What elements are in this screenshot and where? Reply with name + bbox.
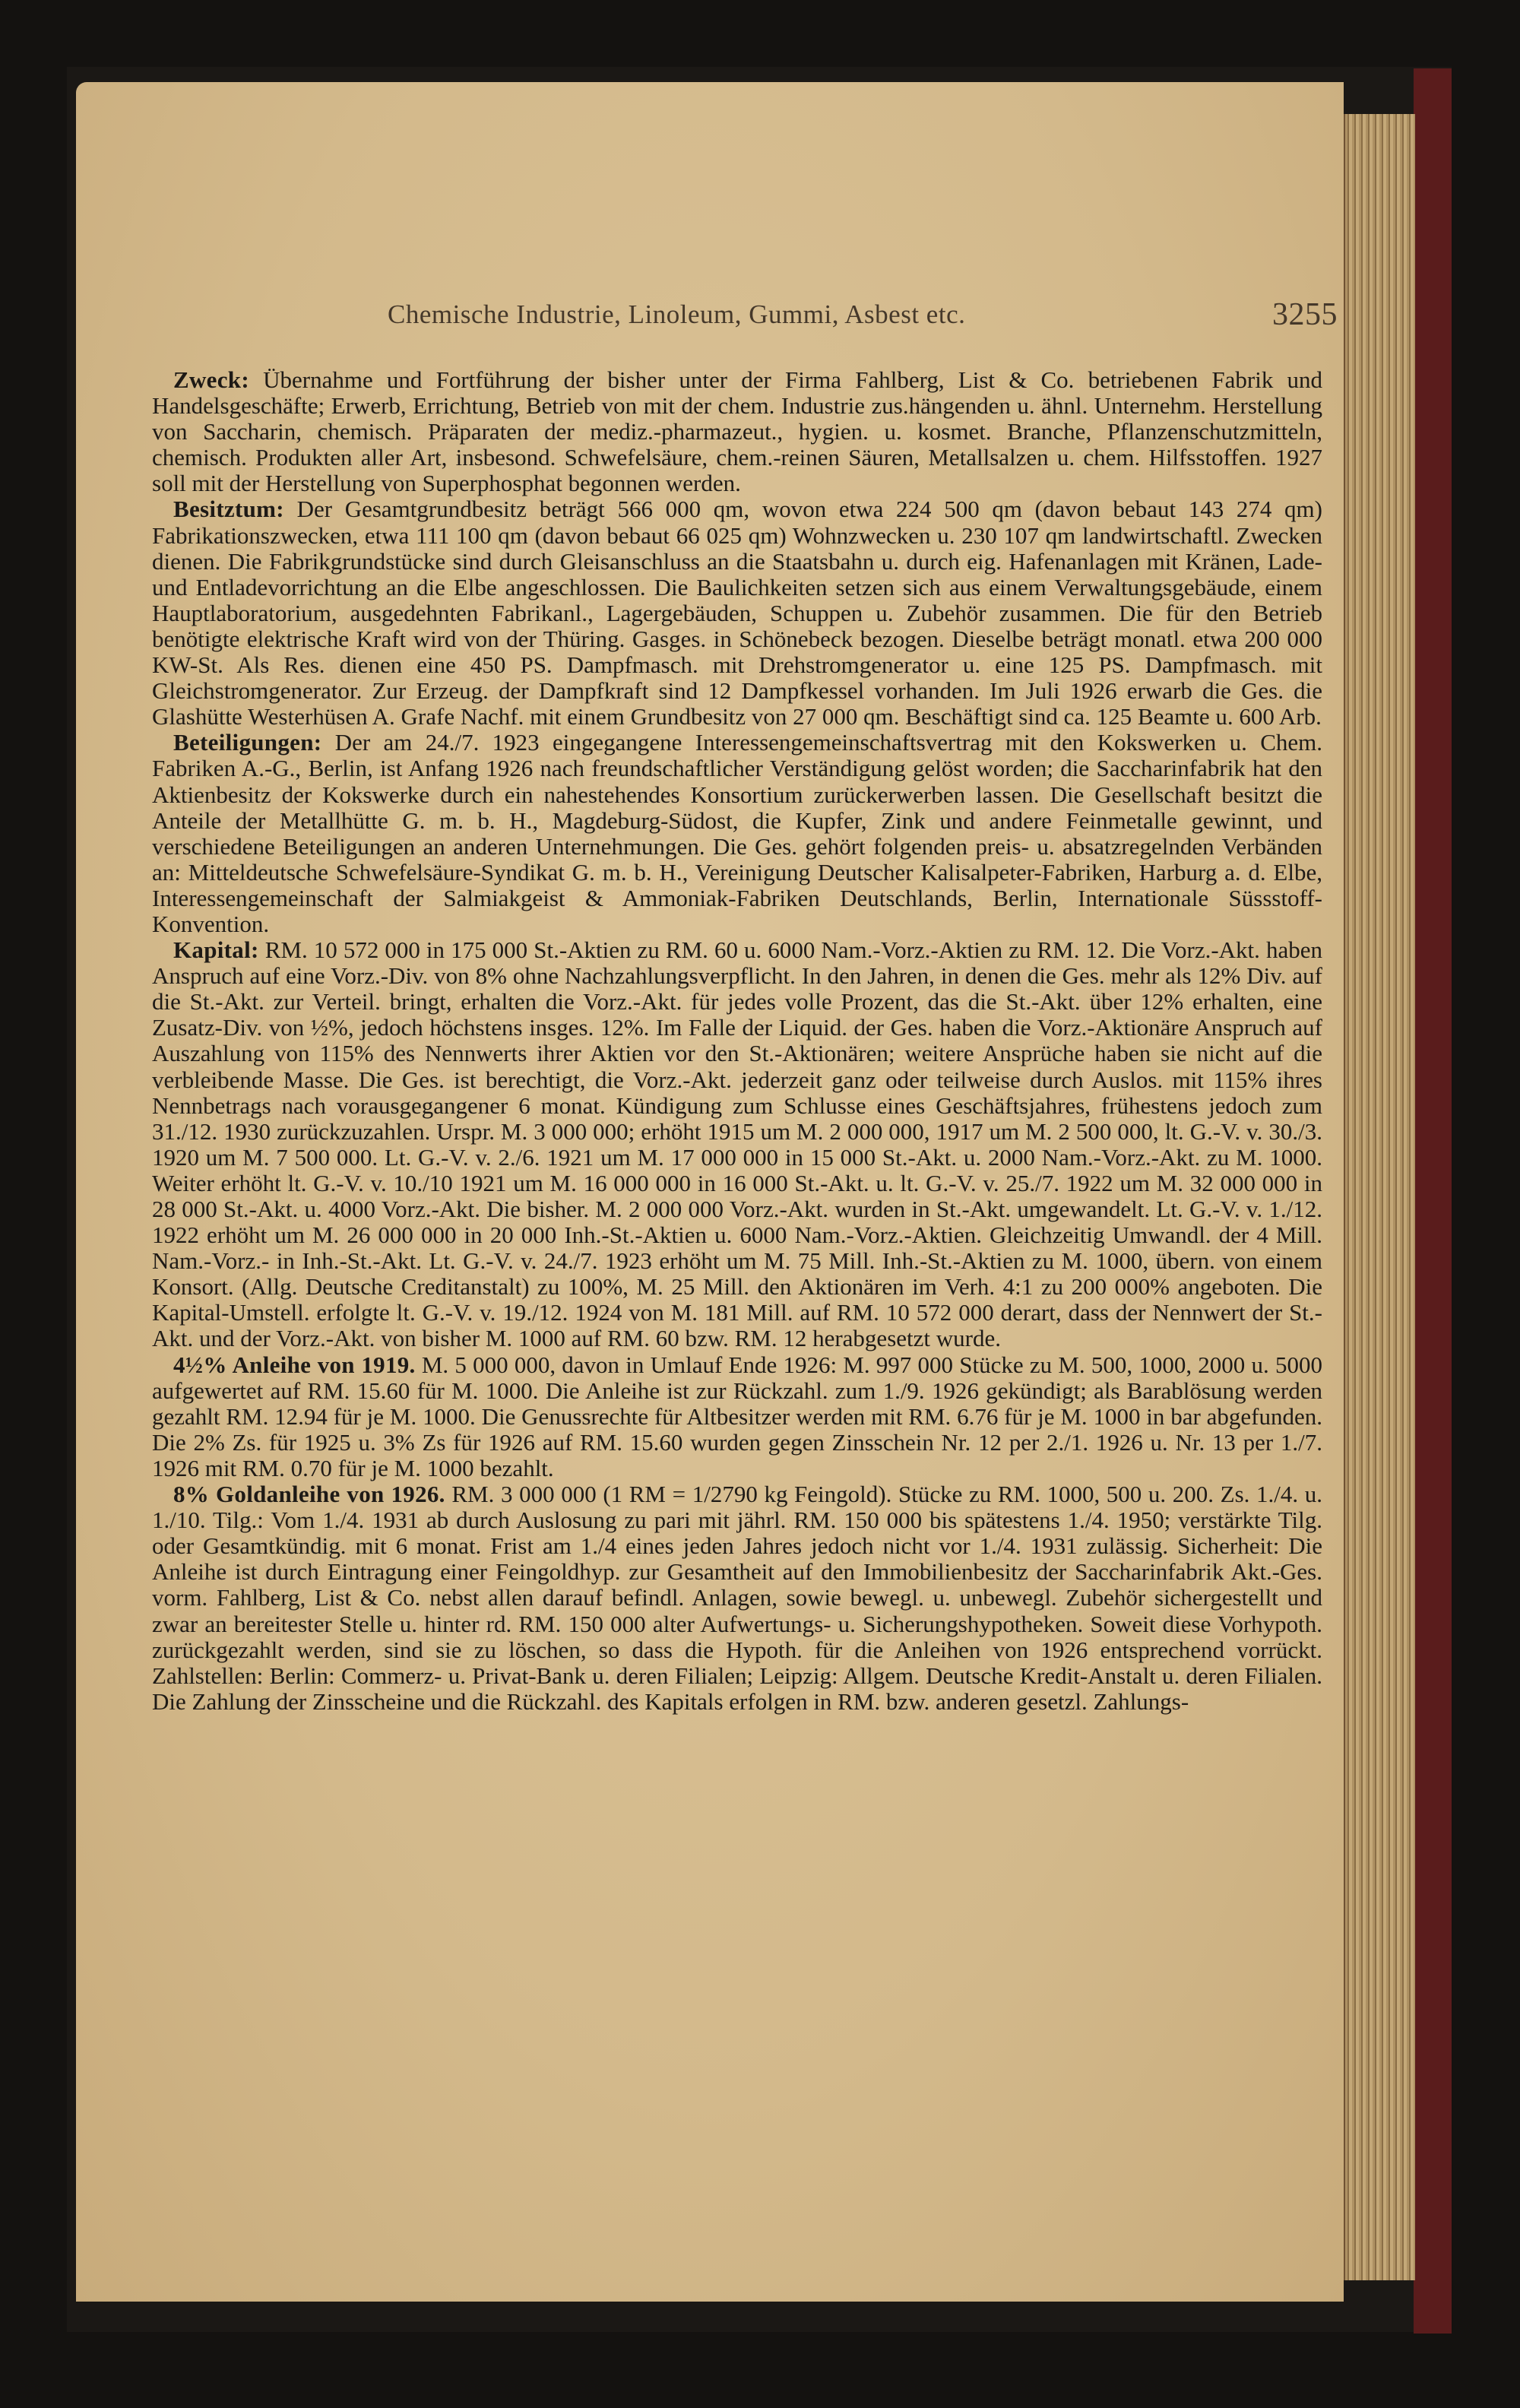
section-body: Übernahme und Fortführung der bisher unter der Firma Fahlberg, List & Co. betriebenen Fabrik und Handelsgeschäfte; Erwerb, Errichtung, Betrieb von mit der chem. Industrie zus.hängenden u. ähnl. Unternehm. Herstellung von Saccharin, chemisch. Präparaten der mediz.-pharmazeut., hygien. u. kosmet. Branche, Pflanzenschutzmitteln, chemisch. Produkten aller Art, insbesond. Schwefelsäure, chem.-reinen Säuren, Metallsalzen u. chem. Hilfsstoffen. 1927 soll mit der Herstellung von Superphosphat begonnen werden. — [152, 366, 1323, 497]
section-purpose — [152, 367, 1322, 496]
section-body: RM. 10 572 000 in 175 000 St.-Aktien zu RM. 60 u. 6000 Nam.-Vorz.-Aktien zu RM. 12. Die Vorz.-Akt. haben Anspruch auf eine Vorz.-Div. von 8% ohne Nachzahlungsverpflicht. In den Jahren, in denen die Ges. mehr als 12% Div. auf die St.-Akt. zur Verteil. bringt, erhalten die Vorz.-Akt. für jedes volle Prozent, das die St.-Akt. über 12% erhalten, eine Zusatz-Div. von ½%, jedoch höchstens insges. 12%. Im Falle der Liquid. der Ges. haben die Vorz.-Aktionäre Anspruch auf Auszahlung von 115% des Nennwerts ihrer Aktien vor den St.-Aktionären; weitere Ansprüche haben sie nicht auf die verbleibende Masse. Die Ges. ist berechtigt, die Vorz.-Akt. jederzeit ganz oder teilweise durch Auslos. mit 115% ihres Nennbetrags nach vorausgegangener 6 monat. Kündigung zum Schlusse eines Geschäftsjahres, frühestens jedoch zum 31./12. 1930 zurückzuzahlen. Urspr. M. 3 000 000; erhöht 1915 um M. 2 000 000, 1917 um M. 2 500 000, lt. G.-V. v. 30./3. 1920 um M. 7 500 000. Lt. G.-V. v. 2./6. 1921 um M. 17 000 000 in 15 000 St.-Akt. u. 2000 Nam.-Vorz.-Akt. zu M. 1000. Weiter erhöht lt. G.-V. v. 10./10 1921 um M. 16 000 000 in 16 000 St.-Akt. u. lt. G.-V. v. 25./7. 1922 um M. 32 000 000 in 28 000 St.-Akt. u. 4000 Vorz.-Akt. Die bisher. M. 2 000 000 Vorz.-Akt. wurden in St.-Akt. umgewandelt. Lt. G.-V. v. 1./12. 1922 erhöht um M. 26 000 000 in 20 000 Inh.-St.-Aktien u. 6000 Nam.-Vorz.-Aktien. Gleichzeitig Umwandl. der 4 Mill. Nam.-Vorz.- in Inh.-St.-Akt. Lt. G.-V. v. 24./7. 1923 erhöht um M. 75 Mill. Inh.-St.-Aktien zu M. 1000, übern. von einem Konsort. (Allg. Deutsche Creditanstalt) zu 100%, M. 25 Mill. den Aktionären im Verh. 4:1 zu 200 000% angeboten. Die Kapital-Umstell. erfolgte lt. G.-V. v. 19./12. 1924 von M. 181 Mill. auf RM. 10 572 000 derart, dass der Nennwert der St.-Akt. und der Vorz.-Akt. von bisher M. 1000 auf RM. 60 bzw. RM. 12 herabgesetzt wurde. — [152, 936, 1322, 1352]
book-page — [76, 82, 1344, 2302]
section-heading: Zweck: — [173, 366, 249, 393]
page-number: 3255 — [1272, 297, 1338, 332]
page-stack-edges — [1344, 114, 1415, 2280]
section-gold-loan-1926 — [152, 1481, 1322, 1715]
section-heading: 8% Goldanleihe von 1926. — [173, 1481, 445, 1508]
running-header — [388, 299, 1376, 337]
section-heading: 4½% Anleihe von 1919. — [173, 1351, 416, 1378]
section-loan-1919 — [152, 1352, 1322, 1481]
section-body: Der am 24./7. 1923 eingegangene Interessengemeinschaftsvertrag mit den Kokswerken u. Chem. Fabriken A.-G., Berlin, ist Anfang 1926 nach freundschaftlicher Verständigung gelöst worden; die Saccharinfabrik hat den Aktienbesitz der Kokswerke durch ein nahestehendes Konsortium zurückerwerben lassen. Die Gesellschaft besitzt die Anteile der Metallhütte G. m. b. H., Magdeburg-Südost, die Kupfer, Zink und andere Feinmetalle gewinnt, und verschiedene Beteiligungen an anderen Unternehmungen. Die Ges. gehört folgenden preis- u. absatzregelnden Verbänden an: Mitteldeutsche Schwefelsäure-Syndikat G. m. b. H., Vereinigung Deutscher Kalisalpeter-Fabriken, Harburg a. d. Elbe, Interessengemeinschaft der Salmiakgeist & Ammoniak-Fabriken Deutschlands, Berlin, Internationale Süssstoff-Konvention. — [152, 729, 1323, 937]
section-holdings — [152, 730, 1322, 937]
running-title: Chemische Industrie, Linoleum, Gummi, Asbest etc. — [388, 299, 966, 329]
section-heading: Besitztum: — [173, 496, 284, 523]
section-body: Der Gesamtgrundbesitz beträgt 566 000 qm, wovon etwa 224 500 qm (davon bebaut 143 274 qm) Fabrikationszwecken, etwa 111 100 qm (davon bebaut 66 025 qm) Wohnzwecken u. 230 107 qm landwirtschaftl. Zwecken dienen. Die Fabrikgrundstücke sind durch Gleisanschluss an die Staatsbahn u. durch eig. Hafenanlagen mit Kränen, Lade- und Entladevorrichtung an die Elbe angeschlossen. Die Baulichkeiten setzen sich aus einem Verwaltungsgebäude, einem Hauptlaboratorium, ausgedehnten Fabrikanl., Lagergebäuden, Schuppen u. Zubehör zusammen. Die für den Betrieb benötigte elektrische Kraft wird von der Thüring. Gasges. in Schönebeck bezogen. Dieselbe beträgt monatl. etwa 200 000 KW-St. Als Res. dienen eine 450 PS. Dampfmasch. mit Drehstromgenerator u. eine 125 PS. Dampfmasch. mit Gleichstromgenerator. Zur Erzeug. der Dampfkraft sind 12 Dampfkessel vorhanden. Im Juli 1926 erwarb die Ges. die Glashütte Westerhüsen A. Grafe Nachf. mit einem Grundbesitz von 27 000 qm. Beschäftigt sind ca. 125 Beamte u. 600 Arb. — [152, 496, 1322, 730]
section-property — [152, 496, 1322, 730]
book-cover-edge — [1414, 68, 1452, 2334]
section-capital — [152, 937, 1322, 1352]
section-heading: Kapital: — [173, 936, 259, 964]
section-body: M. 5 000 000, davon in Umlauf Ende 1926: M. 997 000 Stücke zu M. 500, 1000, 2000 u. 5000 aufgewertet auf RM. 15.60 für M. 1000. Die Anleihe ist zur Rückzahl. zum 1./9. 1926 gekündigt; als Barablösung werden gezahlt RM. 12.94 für je M. 1000. Die Genussrechte für Altbesitzer werden mit RM. 6.76 für je M. 1000 in bar abgefunden. Die 2% Zs. für 1925 u. 3% Zs für 1926 auf RM. 15.60 wurden gegen Zinsschein Nr. 12 per 2./1. 1926 u. Nr. 13 per 1./7. 1926 mit RM. 0.70 für je M. 1000 bezahlt. — [152, 1351, 1323, 1481]
section-body: RM. 3 000 000 (1 RM = 1/2790 kg Feingold). Stücke zu RM. 1000, 500 u. 200. Zs. 1./4. u. 1./10. Tilg.: Vom 1./4. 1931 ab durch Auslosung zu pari mit jährl. RM. 150 000 bis spätestens 1./4. 1950; verstärkte Tilg. oder Gesamtkündig. mit 6 monat. Frist am 1./4 eines jeden Jahres jedoch nicht vor 1./4. 1931 zulässig. Sicherheit: Die Anleihe ist durch Eintragung einer Feingoldhyp. zur Gesamtheit auf den Immobilienbesitz der Saccharinfabrik Akt.-Ges. vorm. Fahlberg, List & Co. nebst allen darauf befindl. Anlagen, sowie bewegl. u. unbewegl. Zubehör sichergestellt und zwar an bereitester Stelle u. hinter rd. RM. 150 000 alter Aufwertungs- u. Sicherungshypotheken. Soweit diese Vorhypoth. zurückgezahlt werden, sind sie zu löschen, so dass die Hypoth. für die Anleihen von 1926 entsprechend vorrückt. Zahlstellen: Berlin: Commerz- u. Privat-Bank u. deren Filialen; Leipzig: Allgem. Deutsche Kredit-Anstalt u. deren Filialen. Die Zahlung der Zinsscheine und die Rückzahl. des Kapitals erfolgen in RM. bzw. anderen gesetzl. Zahlungs- — [152, 1481, 1323, 1715]
body-text — [152, 367, 1322, 1715]
section-heading: Beteiligungen: — [173, 729, 322, 756]
